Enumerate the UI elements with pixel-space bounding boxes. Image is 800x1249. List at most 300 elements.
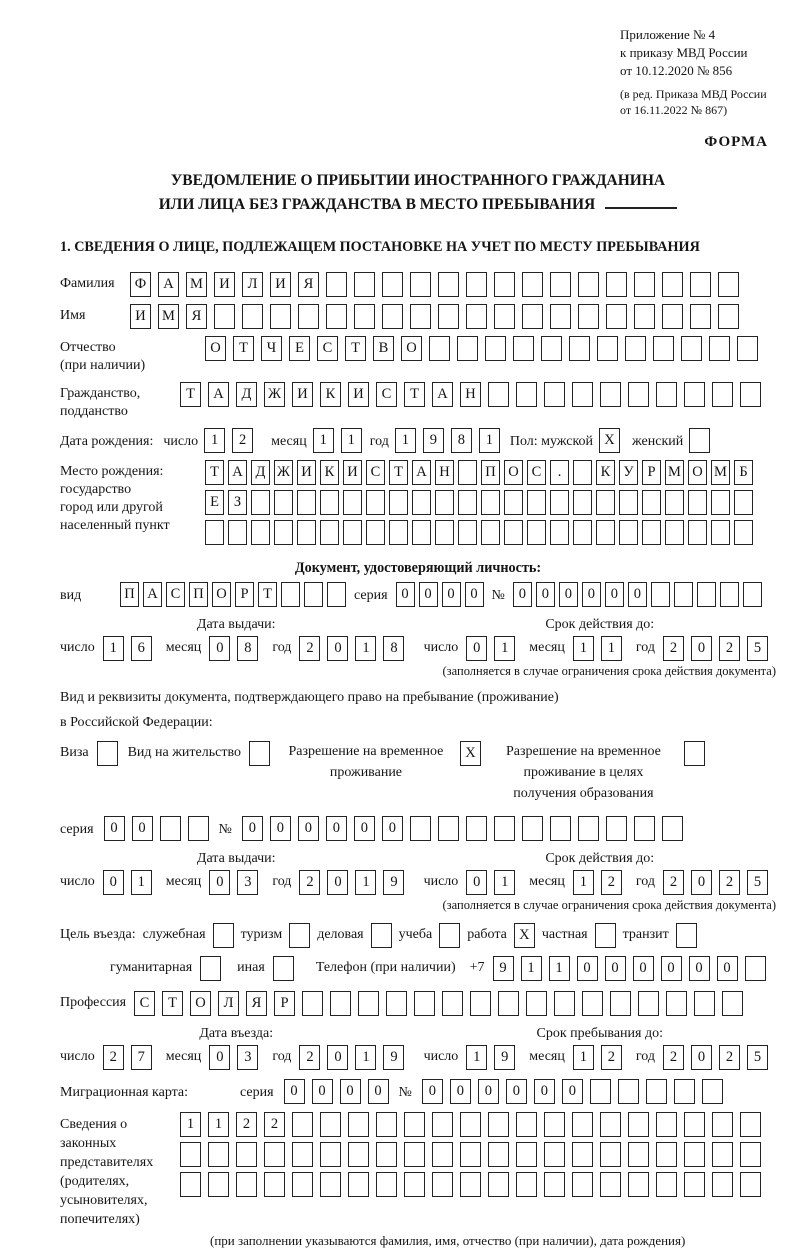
- entry-dates-row: [60, 1026, 776, 1070]
- char-cell: [600, 1142, 621, 1167]
- char-cell: 0: [103, 870, 124, 895]
- char-cell: [488, 382, 509, 407]
- char-cell: [554, 991, 575, 1016]
- char-cell: 9: [383, 1045, 404, 1070]
- form-label: ФОРМА: [704, 133, 768, 150]
- char-cell: [740, 1142, 761, 1167]
- char-cell: [625, 336, 646, 361]
- birthdate-year-label: год: [369, 434, 389, 450]
- patronymic-cells: [205, 336, 758, 361]
- char-cell: Т: [258, 582, 277, 607]
- char-cell: [180, 1172, 201, 1197]
- identity-issue-day-label: число: [60, 640, 95, 656]
- char-cell: [264, 1172, 285, 1197]
- entry-date-heading: Дата въезда:: [199, 1025, 274, 1041]
- char-cell: [662, 272, 683, 297]
- char-cell: [320, 490, 339, 515]
- char-cell: [354, 304, 375, 329]
- birthplace-cells-row-1: [205, 460, 753, 485]
- entry-day-label: число: [60, 1049, 95, 1065]
- char-cell: 0: [691, 1045, 712, 1070]
- char-cell: О: [688, 460, 707, 485]
- patronymic-label-line-1: Отчество: [60, 339, 116, 355]
- char-cell: [665, 490, 684, 515]
- identity-issue-fields: [60, 636, 412, 661]
- representatives-label-line-2: законных: [60, 1135, 117, 1151]
- purpose-row-1: [60, 923, 776, 948]
- entry-date-group: [60, 1026, 412, 1070]
- char-cell: [572, 382, 593, 407]
- checkbox-cell: [684, 741, 705, 766]
- char-cell: [429, 336, 450, 361]
- char-cell: [297, 490, 316, 515]
- char-cell: 5: [747, 870, 768, 895]
- representatives-label-line-6: попечителях): [60, 1211, 140, 1227]
- identity-number-cells: [513, 582, 762, 607]
- char-cell: [600, 1112, 621, 1137]
- char-cell: [596, 490, 615, 515]
- char-cell: [410, 304, 431, 329]
- citizenship-label-line-2: подданство: [60, 403, 128, 419]
- char-cell: З: [228, 490, 247, 515]
- char-cell: П: [120, 582, 139, 607]
- birthdate-label: Дата рождения:: [60, 434, 154, 450]
- char-cell: [628, 382, 649, 407]
- char-cell: Р: [274, 991, 295, 1016]
- char-cell: [292, 1172, 313, 1197]
- checkbox-cell: [289, 923, 310, 948]
- char-cell: 2: [663, 870, 684, 895]
- char-cell: [412, 520, 431, 545]
- char-cell: А: [412, 460, 431, 485]
- char-cell: 2: [299, 870, 320, 895]
- stay-day-cells: [466, 1045, 515, 1070]
- char-cell: Л: [218, 991, 239, 1016]
- char-cell: [432, 1112, 453, 1137]
- char-cell: Я: [186, 304, 207, 329]
- char-cell: 0: [396, 582, 415, 607]
- citizenship-label-line-1: Гражданство,: [60, 385, 141, 401]
- char-cell: К: [320, 382, 341, 407]
- char-cell: [606, 816, 627, 841]
- char-cell: [712, 1172, 733, 1197]
- purpose-business-label: деловая: [317, 927, 364, 943]
- stay-year-label: год: [635, 1049, 655, 1065]
- char-cell: 0: [506, 1079, 527, 1104]
- identity-issue-day-cells: [103, 636, 152, 661]
- char-cell: [527, 490, 546, 515]
- residence-valid-month-label: месяц: [529, 874, 565, 890]
- checkbox-cell: X: [460, 741, 481, 766]
- char-cell: 1: [131, 870, 152, 895]
- char-cell: [690, 272, 711, 297]
- char-cell: [573, 490, 592, 515]
- stay-day-label: число: [423, 1049, 459, 1065]
- representatives-cells-row-2: [180, 1142, 761, 1167]
- char-cell: О: [190, 991, 211, 1016]
- identity-valid-fields: [424, 636, 776, 661]
- char-cell: И: [214, 272, 235, 297]
- birthplace-label-line-3: город или другой: [60, 499, 163, 515]
- char-cell: 0: [465, 582, 484, 607]
- char-cell: А: [208, 382, 229, 407]
- char-cell: [494, 816, 515, 841]
- purpose-humanitarian-label: гуманитарная: [110, 960, 193, 976]
- purpose-humanitarian-checkbox: [200, 956, 221, 981]
- char-cell: 2: [601, 1045, 622, 1070]
- char-cell: 0: [513, 582, 532, 607]
- char-cell: И: [297, 460, 316, 485]
- char-cell: [550, 272, 571, 297]
- firstname-label: Имя: [60, 307, 86, 323]
- char-cell: У: [619, 460, 638, 485]
- char-cell: [712, 382, 733, 407]
- citizenship-label: [60, 382, 180, 421]
- char-cell: [573, 460, 592, 485]
- char-cell: [304, 582, 323, 607]
- char-cell: 0: [419, 582, 438, 607]
- char-cell: [638, 991, 659, 1016]
- char-cell: 8: [383, 636, 404, 661]
- entry-day-cells: [103, 1045, 152, 1070]
- surname-label: Фамилия: [60, 275, 115, 291]
- char-cell: [662, 816, 683, 841]
- char-cell: [326, 272, 347, 297]
- char-cell: [460, 1112, 481, 1137]
- char-cell: [550, 520, 569, 545]
- char-cell: [527, 520, 546, 545]
- temp-residence-label: Разрешение на временное проживание: [288, 743, 444, 780]
- char-cell: [404, 1112, 425, 1137]
- char-cell: 0: [450, 1079, 471, 1104]
- char-cell: [516, 1172, 537, 1197]
- char-cell: Т: [345, 336, 366, 361]
- char-cell: 9: [423, 428, 444, 453]
- checkbox-cell: [200, 956, 221, 981]
- char-cell: [205, 520, 224, 545]
- char-cell: 0: [132, 816, 153, 841]
- residence-number-cells: [242, 816, 683, 841]
- char-cell: [590, 1079, 611, 1104]
- residence-issue-month-cells: [209, 870, 258, 895]
- identity-dates-row: [60, 617, 776, 661]
- birthplace-label-line-1: Место рождения:: [60, 463, 164, 479]
- char-cell: [326, 304, 347, 329]
- char-cell: Т: [389, 460, 408, 485]
- char-cell: [550, 490, 569, 515]
- char-cell: Н: [460, 382, 481, 407]
- char-cell: [404, 1172, 425, 1197]
- char-cell: [656, 1142, 677, 1167]
- char-cell: 0: [312, 1079, 333, 1104]
- char-cell: 1: [494, 636, 515, 661]
- char-cell: .: [550, 460, 569, 485]
- char-cell: [438, 816, 459, 841]
- char-cell: 9: [494, 1045, 515, 1070]
- char-cell: М: [665, 460, 684, 485]
- identity-kind-cells: [120, 582, 346, 607]
- char-cell: [544, 1172, 565, 1197]
- char-cell: П: [481, 460, 500, 485]
- char-cell: [688, 490, 707, 515]
- edu-residence-label: Разрешение на временное проживание в целях получения образования: [505, 743, 661, 801]
- title-blank-line: [605, 193, 677, 209]
- identity-valid-day-cells: [466, 636, 515, 661]
- char-cell: [690, 304, 711, 329]
- appendix-line-1: Приложение № 4: [620, 27, 716, 42]
- char-cell: [466, 816, 487, 841]
- firstname-row: [60, 304, 776, 329]
- char-cell: 0: [209, 636, 230, 661]
- birthplace-cells-row-2: [205, 490, 753, 515]
- representatives-label-line-1: Сведения о: [60, 1116, 128, 1132]
- char-cell: [410, 272, 431, 297]
- stay-until-heading: Срок пребывания до:: [536, 1025, 663, 1041]
- char-cell: Д: [236, 382, 257, 407]
- identity-valid-month-cells: [573, 636, 622, 661]
- char-cell: 0: [478, 1079, 499, 1104]
- char-cell: [358, 991, 379, 1016]
- char-cell: Е: [289, 336, 310, 361]
- identity-valid-month-label: месяц: [529, 640, 565, 656]
- char-cell: А: [432, 382, 453, 407]
- representatives-label-line-3: представителях: [60, 1154, 154, 1170]
- char-cell: [438, 304, 459, 329]
- birthdate-month-label: месяц: [271, 434, 307, 450]
- char-cell: [734, 520, 753, 545]
- char-cell: [745, 956, 766, 981]
- appendix-line-2: к приказу МВД России: [620, 45, 748, 61]
- char-cell: [712, 1142, 733, 1167]
- char-cell: [684, 382, 705, 407]
- char-cell: [330, 991, 351, 1016]
- migration-card-label: Миграционная карта:: [60, 1085, 189, 1101]
- identity-doc-row: [60, 582, 776, 607]
- char-cell: 1: [573, 1045, 594, 1070]
- form-title-line-2-wrap: [60, 193, 776, 217]
- char-cell: 0: [582, 582, 601, 607]
- residence-valid-day-label: число: [423, 874, 459, 890]
- migration-card-row: [60, 1079, 776, 1104]
- char-cell: [578, 272, 599, 297]
- patronymic-row: [60, 336, 776, 375]
- char-cell: М: [158, 304, 179, 329]
- char-cell: [618, 1079, 639, 1104]
- char-cell: [684, 1112, 705, 1137]
- appendix-edition-line-1: (в ред. Приказа МВД России: [620, 86, 767, 101]
- char-cell: К: [596, 460, 615, 485]
- char-cell: [274, 520, 293, 545]
- char-cell: [718, 272, 739, 297]
- char-cell: 3: [237, 870, 258, 895]
- char-cell: 5: [747, 1045, 768, 1070]
- char-cell: [432, 1142, 453, 1167]
- char-cell: [665, 520, 684, 545]
- char-cell: [544, 1112, 565, 1137]
- char-cell: [674, 1079, 695, 1104]
- char-cell: [435, 490, 454, 515]
- char-cell: К: [320, 460, 339, 485]
- char-cell: 1: [355, 1045, 376, 1070]
- char-cell: [412, 490, 431, 515]
- temp-residence-checkbox: [460, 741, 481, 766]
- char-cell: [541, 336, 562, 361]
- surname-cells: [130, 272, 739, 297]
- char-cell: [458, 490, 477, 515]
- residence-valid-day-cells: [466, 870, 515, 895]
- birthplace-cells-row-3: [205, 520, 753, 545]
- char-cell: [600, 382, 621, 407]
- char-cell: [251, 520, 270, 545]
- char-cell: [281, 582, 300, 607]
- char-cell: [651, 582, 670, 607]
- char-cell: [578, 816, 599, 841]
- char-cell: 1: [341, 428, 362, 453]
- char-cell: [513, 336, 534, 361]
- purpose-official-label: служебная: [142, 927, 206, 943]
- char-cell: А: [228, 460, 247, 485]
- char-cell: [550, 816, 571, 841]
- entry-month-cells: [209, 1045, 258, 1070]
- char-cell: [596, 520, 615, 545]
- identity-kind-label: вид: [60, 588, 82, 604]
- char-cell: [606, 304, 627, 329]
- char-cell: [720, 582, 739, 607]
- residence-issue-fields: [60, 870, 412, 895]
- char-cell: 0: [605, 582, 624, 607]
- char-cell: [488, 1142, 509, 1167]
- firstname-cells: [130, 304, 739, 329]
- char-cell: [160, 816, 181, 841]
- char-cell: С: [376, 382, 397, 407]
- residence-option-temp: [280, 741, 481, 783]
- char-cell: [366, 490, 385, 515]
- char-cell: [348, 1142, 369, 1167]
- purpose-study-label: учеба: [398, 927, 433, 943]
- char-cell: 0: [209, 870, 230, 895]
- char-cell: 6: [131, 636, 152, 661]
- char-cell: 0: [340, 1079, 361, 1104]
- char-cell: 0: [562, 1079, 583, 1104]
- char-cell: [410, 816, 431, 841]
- purpose-work-checkbox: [514, 923, 535, 948]
- char-cell: 3: [237, 1045, 258, 1070]
- char-cell: [494, 304, 515, 329]
- purpose-transit-label: транзит: [622, 927, 669, 943]
- residence-dates-row: [60, 851, 776, 895]
- purpose-official-checkbox: [213, 923, 234, 948]
- identity-issue-group: [60, 617, 412, 661]
- identity-number-label: №: [491, 588, 505, 604]
- purpose-transit-checkbox: [676, 923, 697, 948]
- char-cell: [610, 991, 631, 1016]
- char-cell: [327, 582, 346, 607]
- stay-until-fields: [424, 1045, 776, 1070]
- char-cell: [292, 1142, 313, 1167]
- char-cell: [274, 490, 293, 515]
- char-cell: Т: [205, 460, 224, 485]
- profession-cells: [134, 991, 743, 1016]
- char-cell: Т: [233, 336, 254, 361]
- edu-residence-checkbox: [684, 741, 705, 766]
- visa-label: Виза: [60, 744, 89, 760]
- char-cell: [348, 1112, 369, 1137]
- char-cell: 0: [691, 870, 712, 895]
- migration-series-label: серия: [240, 1085, 274, 1101]
- char-cell: 0: [368, 1079, 389, 1104]
- char-cell: М: [711, 460, 730, 485]
- char-cell: [460, 1172, 481, 1197]
- identity-series-cells: [396, 582, 484, 607]
- char-cell: В: [373, 336, 394, 361]
- purpose-study-checkbox: [439, 923, 460, 948]
- char-cell: [597, 336, 618, 361]
- char-cell: 0: [633, 956, 654, 981]
- char-cell: [573, 520, 592, 545]
- char-cell: [488, 1112, 509, 1137]
- char-cell: [634, 304, 655, 329]
- char-cell: [711, 490, 730, 515]
- char-cell: [376, 1142, 397, 1167]
- char-cell: [516, 382, 537, 407]
- birthplace-label: [60, 460, 205, 535]
- char-cell: Т: [404, 382, 425, 407]
- appendix-edition-line-2: от 16.11.2022 № 867): [620, 102, 728, 117]
- checkbox-cell: [273, 956, 294, 981]
- char-cell: 9: [493, 956, 514, 981]
- char-cell: [743, 582, 762, 607]
- char-cell: Я: [246, 991, 267, 1016]
- char-cell: [466, 304, 487, 329]
- char-cell: [251, 490, 270, 515]
- char-cell: [435, 520, 454, 545]
- char-cell: 1: [573, 870, 594, 895]
- char-cell: [488, 1172, 509, 1197]
- char-cell: [702, 1079, 723, 1104]
- char-cell: 0: [628, 582, 647, 607]
- char-cell: 1: [549, 956, 570, 981]
- char-cell: 1: [103, 636, 124, 661]
- char-cell: 2: [299, 636, 320, 661]
- char-cell: [470, 991, 491, 1016]
- checkbox-cell: [676, 923, 697, 948]
- char-cell: [628, 1112, 649, 1137]
- sex-male-label: Пол: мужской: [509, 434, 594, 450]
- char-cell: [684, 1172, 705, 1197]
- char-cell: 0: [559, 582, 578, 607]
- char-cell: [628, 1172, 649, 1197]
- char-cell: 0: [382, 816, 403, 841]
- char-cell: [264, 1142, 285, 1167]
- char-cell: 0: [442, 582, 461, 607]
- char-cell: 0: [534, 1079, 555, 1104]
- profession-label: Профессия: [60, 994, 127, 1010]
- char-cell: О: [205, 336, 226, 361]
- char-cell: [740, 1112, 761, 1137]
- purpose-other-label: иная: [237, 960, 265, 976]
- char-cell: [516, 1142, 537, 1167]
- char-cell: 2: [299, 1045, 320, 1070]
- char-cell: Я: [298, 272, 319, 297]
- residence-valid-year-cells: [663, 870, 768, 895]
- char-cell: 0: [298, 816, 319, 841]
- char-cell: Р: [235, 582, 254, 607]
- char-cell: [382, 272, 403, 297]
- checkbox-cell: [97, 741, 118, 766]
- char-cell: [457, 336, 478, 361]
- char-cell: 9: [383, 870, 404, 895]
- checkbox-cell: [371, 923, 392, 948]
